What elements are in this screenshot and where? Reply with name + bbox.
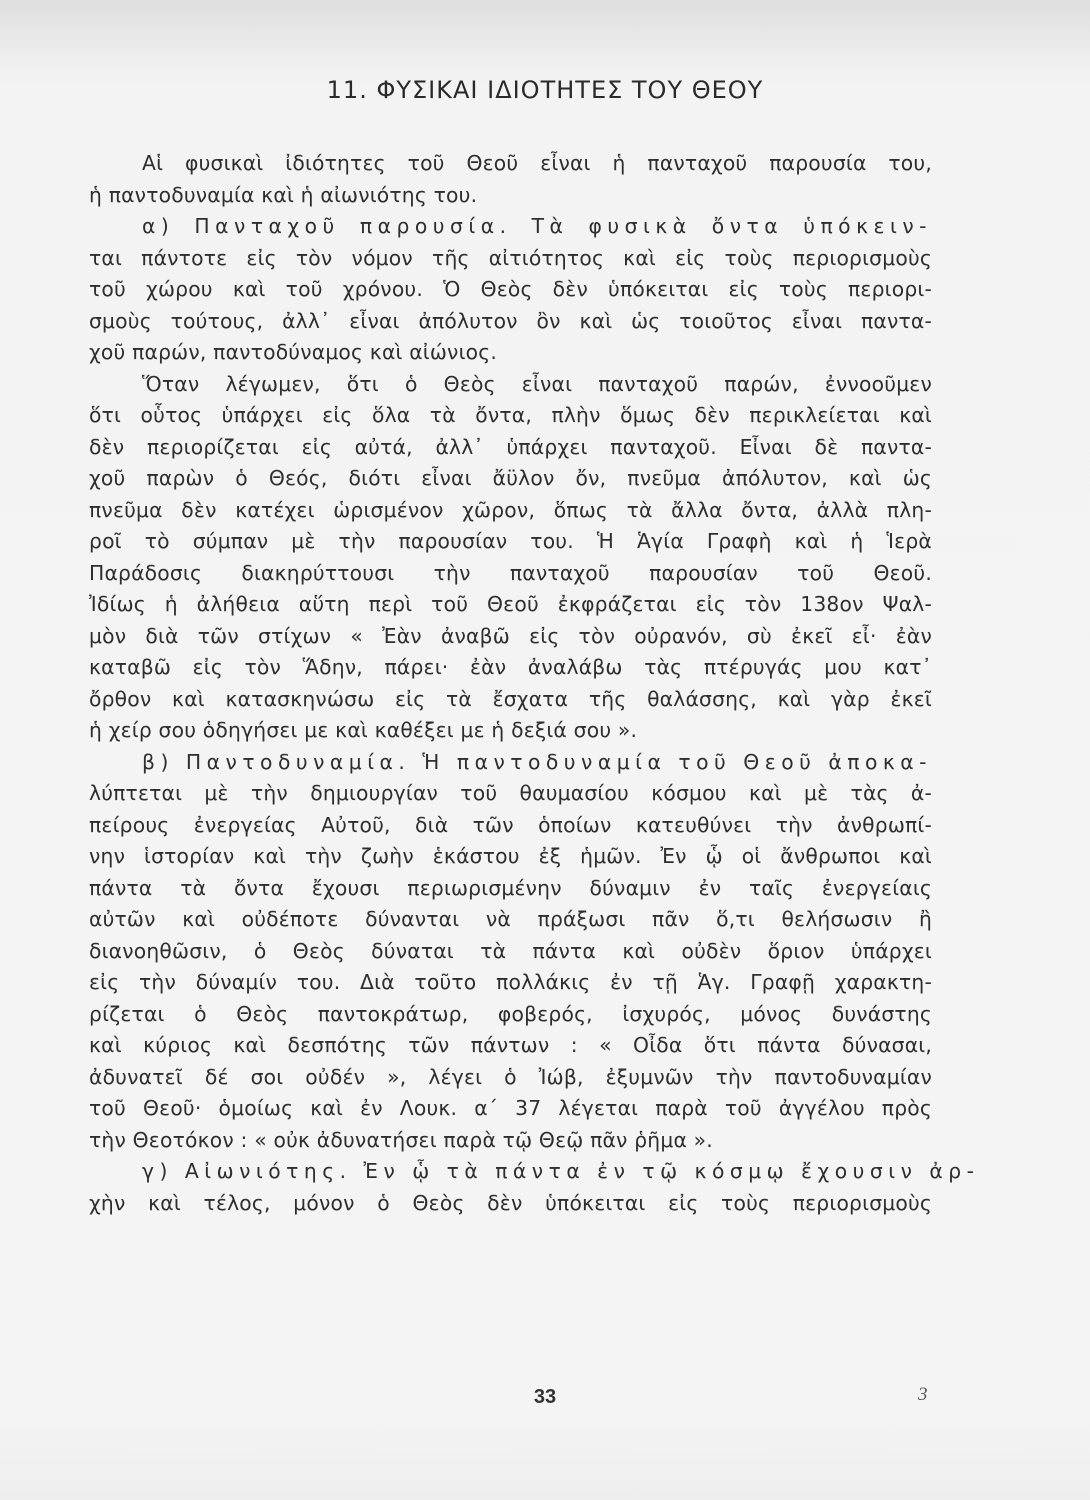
text-line: καὶ κύριος καὶ δεσπότης τῶν πάντων : « Οἶδα ὅτι πάντα δύνασαι,: [89, 1033, 932, 1057]
text-line: γ) Αἰωνιότης. Ἐν ᾧ τὰ πάντα ἐν τῷ κόσμῳ ἔχουσιν ἀρ-: [142, 1159, 980, 1183]
text-line: καταβῶ εἰς τὸν Ἅδην, πάρει· ἐὰν ἀναλάβω τὰς πτέρυγάς μου κατ᾽: [89, 655, 932, 679]
text-line: ἡ παντοδυναμία καὶ ἡ αἰωνιότης του.: [89, 182, 478, 207]
text-line: τὴν Θεοτόκον : « οὐκ ἀδυνατήσει παρὰ τῷ Θεῷ πᾶν ῥῆμα ».: [89, 1127, 713, 1152]
text-line: ἀδυνατεῖ δέ σοι οὐδέν », λέγει ὁ Ἰώβ, ἐξυμνῶν τὴν παντοδυναμίαν: [89, 1064, 932, 1089]
text-line: χοῦ παρὼν ὁ Θεός, διότι εἶναι ἄϋλον ὄν, πνεῦμα ἀπόλυτον, καὶ ὡς: [89, 466, 932, 490]
signature-mark: 3: [918, 1384, 928, 1405]
text-line: πάντα τὰ ὄντα ἔχουσι περιωρισμένην δύναμιν ἐν ταῖς ἐνεργείαις: [89, 875, 932, 900]
text-line: πνεῦμα δὲν κατέχει ὡρισμένον χῶρον, ὅπως τὰ ἄλλα ὄντα, ἀλλὰ πλη-: [89, 497, 932, 522]
text-line: μὸν διὰ τῶν στίχων « Ἐὰν ἀναβῶ εἰς τὸν οὐρανόν, σὺ ἐκεῖ εἶ· ἐὰν: [89, 623, 932, 648]
text-line: λύπτεται μὲ τὴν δημιουργίαν τοῦ θαυμασίου κόσμου καὶ μὲ τὰς ἀ-: [89, 781, 932, 805]
body-text: [89, 148, 980, 1219]
text-line: χοῦ παρών, παντοδύναμος καὶ αἰώνιος.: [89, 340, 497, 364]
text-line: ὅτι οὗτος ὑπάρχει εἰς ὅλα τὰ ὄντα, πλὴν ὅμως δὲν περικλείεται καὶ: [89, 403, 932, 427]
text-line: ἡ χείρ σου ὁδηγήσει με καὶ καθέξει με ἡ δεξιά σου ».: [89, 718, 638, 742]
text-line: ροῖ τὸ σύμπαν μὲ τὴν παρουσίαν του. Ἡ Ἁγία Γραφὴ καὶ ἡ Ἱερὰ: [89, 529, 932, 553]
text-line: χὴν καὶ τέλος, μόνον ὁ Θεὸς δὲν ὑπόκειται εἰς τοὺς περιορισμοὺς: [89, 1190, 932, 1215]
text-line: ρίζεται ὁ Θεὸς παντοκράτωρ, φοβερός, ἰσχυρός, μόνος δυνάστης: [89, 1001, 932, 1026]
text-line: εἰς τὴν δύναμίν του. Διὰ τοῦτο πολλάκις ἐν τῇ Ἁγ. Γραφῇ χαρακτη-: [89, 970, 932, 994]
text-line: Παράδοσις διακηρύττουσι τὴν πανταχοῦ παρουσίαν τοῦ Θεοῦ.: [89, 560, 932, 585]
text-line: β) Παντοδυναμία. Ἡ παντοδυναμία τοῦ Θεοῦ ἀποκα-: [142, 749, 932, 774]
text-line: νην ἱστορίαν καὶ τὴν ζωὴν ἑκάστου ἐξ ἡμῶν. Ἐν ᾧ οἱ ἄνθρωποι καὶ: [89, 844, 932, 868]
text-line: διανοηθῶσιν, ὁ Θεὸς δύναται τὰ πάντα καὶ οὐδὲν ὅριον ὑπάρχει: [89, 938, 932, 963]
text-line: αὐτῶν καὶ οὐδέποτε δύνανται νὰ πράξωσι πᾶν ὅ,τι θελήσωσιν ἢ: [89, 907, 932, 931]
text-line: τοῦ χώρου καὶ τοῦ χρόνου. Ὁ Θεὸς δὲν ὑπόκειται εἰς τοὺς περιορι-: [89, 277, 932, 301]
text-line: ται πάντοτε εἰς τὸν νόμον τῆς αἰτιότητος καὶ εἰς τοὺς περιορισμοὺς: [89, 245, 932, 270]
text-line: δὲν περιορίζεται εἰς αὐτά, ἀλλ᾽ ὑπάρχει πανταχοῦ. Εἶναι δὲ παντα-: [89, 434, 932, 459]
text-line: τοῦ Θεοῦ· ὁμοίως καὶ ἐν Λουκ. α´ 37 λέγεται παρὰ τοῦ ἀγγέλου πρὸς: [89, 1096, 932, 1120]
text-line: σμοὺς τούτους, ἀλλ᾽ εἶναι ἀπόλυτον ὂν καὶ ὡς τοιοῦτος εἶναι παντα-: [89, 308, 932, 333]
text-line: Ἰδίως ἡ ἀλήθεια αὕτη περὶ τοῦ Θεοῦ ἐκφράζεται εἰς τὸν 138ον Ψαλ-: [89, 592, 932, 616]
text-line: πείρους ἐνεργείας Αὐτοῦ, διὰ τῶν ὁποίων κατευθύνει τὴν ἀνθρωπί-: [89, 812, 932, 837]
text-line: α) Πανταχοῦ παρουσία. Τὰ φυσικὰ ὄντα ὑπόκειν-: [142, 214, 932, 238]
section-line-c: [89, 1156, 980, 1188]
section-line-a: [89, 211, 932, 243]
page-number: 33: [533, 1386, 557, 1408]
page-top-shadow: [0, 0, 1090, 70]
text-line: Αἱ φυσικαὶ ἰδιότητες τοῦ Θεοῦ εἶναι ἡ πανταχοῦ παρουσία του,: [142, 151, 932, 175]
text-line: Ὅταν λέγωμεν, ὅτι ὁ Θεὸς εἶναι πανταχοῦ παρών, ἐννοοῦμεν: [142, 371, 932, 396]
chapter-heading: 11. ΦΥΣΙΚΑΙ ΙΔΙΟΤΗΤΕΣ ΤΟΥ ΘΕΟΥ: [326, 76, 764, 104]
text-line: ὄρθον καὶ κατασκηνώσω εἰς τὰ ἔσχατα τῆς θαλάσσης, καὶ γὰρ ἐκεῖ: [89, 686, 932, 711]
section-line-b: [89, 747, 932, 779]
